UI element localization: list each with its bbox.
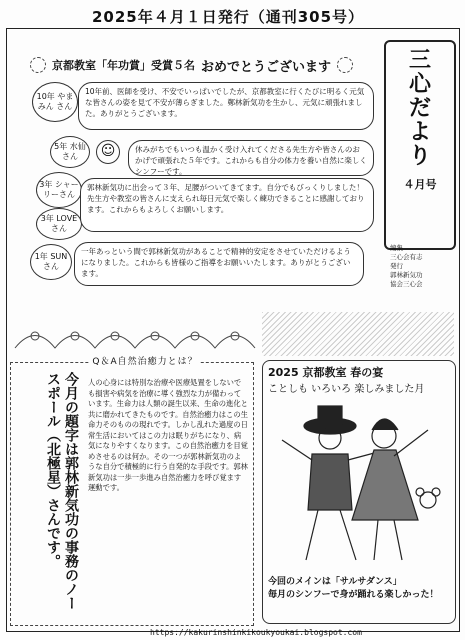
masthead xyxy=(384,40,456,250)
award-lead: 京都教室「年功賞」受賞５名 xyxy=(52,59,195,72)
blog-url: https://kakurinshinkikoukyoukai.blogspot.com xyxy=(150,628,362,637)
award-entry-3: 郭林新気功に出会って３年、足腰がついてきてます。自分でもびっくりしました！先生方や教室の皆さんに支えられ毎日元気で楽しく練功できることに感謝しております。これからもよろしくお願いします。 xyxy=(80,178,374,232)
flower-icon xyxy=(337,57,353,73)
spring-party-subtitle: ことしも いろいろ 楽しみました月 xyxy=(268,384,425,395)
spring-party-title: 2025 京都教室 春の宴 xyxy=(268,366,384,379)
publisher-line-2: 三心会有志 xyxy=(390,253,423,261)
award-tag-3: 3年 シャーリーさん xyxy=(36,172,82,208)
title-char-2: 心 xyxy=(408,71,431,97)
issue-line: 2025年４月１日発行（通刊305号） xyxy=(91,8,365,26)
award-tag-2: 5年 水仙さん xyxy=(50,136,90,168)
wreath-icon xyxy=(30,57,46,73)
publisher-line-4: 郭林新気功 xyxy=(390,271,423,279)
qa-body: 人の心身には特別な治療や医療処置をしないでも損害や病気を治療に導く強烈な力が備わっています。生命力は人類の誕生以来、生命の進化と共に磨かれてきたものです。自然治癒力はこの生命力そのものの現れです。しかし乱れた過度の日常生活においてはこの力は眠りがちになり、病気になりやすくなります。この自然治癒力を目覚めさせるのは何か。その一つが郭林新気功のような自分で積極的に行う自発的な手段です。郭林新気功は一歩一歩進み自然治癒力を呼び覚ます運動です。 xyxy=(88,378,248,492)
award-entry-5: 一年あっという間で郭林新気功があることで精神的安定をさせていただけるようになりました。これからも皆様のご指導をお願いいたします。ありがとうございます。 xyxy=(74,242,364,286)
award-tag-1: 10年 やまみん さん xyxy=(32,82,78,122)
title-char-1: 三 xyxy=(408,47,431,73)
publisher-info xyxy=(390,244,452,289)
award-header xyxy=(30,54,370,76)
flower-border-illustration xyxy=(10,318,260,358)
publisher-line-3: 発行 xyxy=(390,262,403,270)
smile-face-icon: ☺ xyxy=(96,140,120,164)
award-tag-5: 1年 SUNさん xyxy=(30,244,72,280)
title-char-5: り xyxy=(408,143,431,169)
decorative-hatching xyxy=(262,312,454,356)
award-entry-2: 休みがちでもいつも温かく受け入れてくださる先生方や皆さんのおかげで頑張れた５年です。これからも自分の体力を養い自然に楽しくシンフーです。 xyxy=(128,140,374,176)
spring-caption-2: 毎月のシンフーで身が踊れる楽しかった！ xyxy=(268,590,439,600)
qa-title: Q＆A自然治癒力とは？ xyxy=(90,354,200,368)
spring-party-caption xyxy=(268,576,452,602)
calligraphy-credit: 今月の題字は郭林新気功の事務のノースポール（北極星）さんです。 xyxy=(45,372,79,610)
dancing-couple-illustration xyxy=(268,400,452,572)
publisher-line-5: 協会三心会 xyxy=(390,280,423,288)
title-char-3: だ xyxy=(408,95,431,121)
award-congrats: おめでとうございます xyxy=(201,59,332,75)
issue-month: ４月号 xyxy=(403,178,437,191)
publisher-line-1: 編集 xyxy=(390,244,403,252)
award-tag-4: 3年 LOVEさん xyxy=(36,208,82,240)
spring-caption-1: 今回のメインは「サルサダンス」 xyxy=(268,577,402,587)
award-entry-1: 10年前、医師を受け、不安でいっぱいでしたが、京都教室に行くたびに明るく元気な皆さんの姿を見て不安が薄らぎました。鄭林新気功を生かし、元気に頑張れました。ありがとうございます。 xyxy=(78,82,374,130)
title-char-4: よ xyxy=(408,119,431,145)
award-section xyxy=(30,48,375,313)
